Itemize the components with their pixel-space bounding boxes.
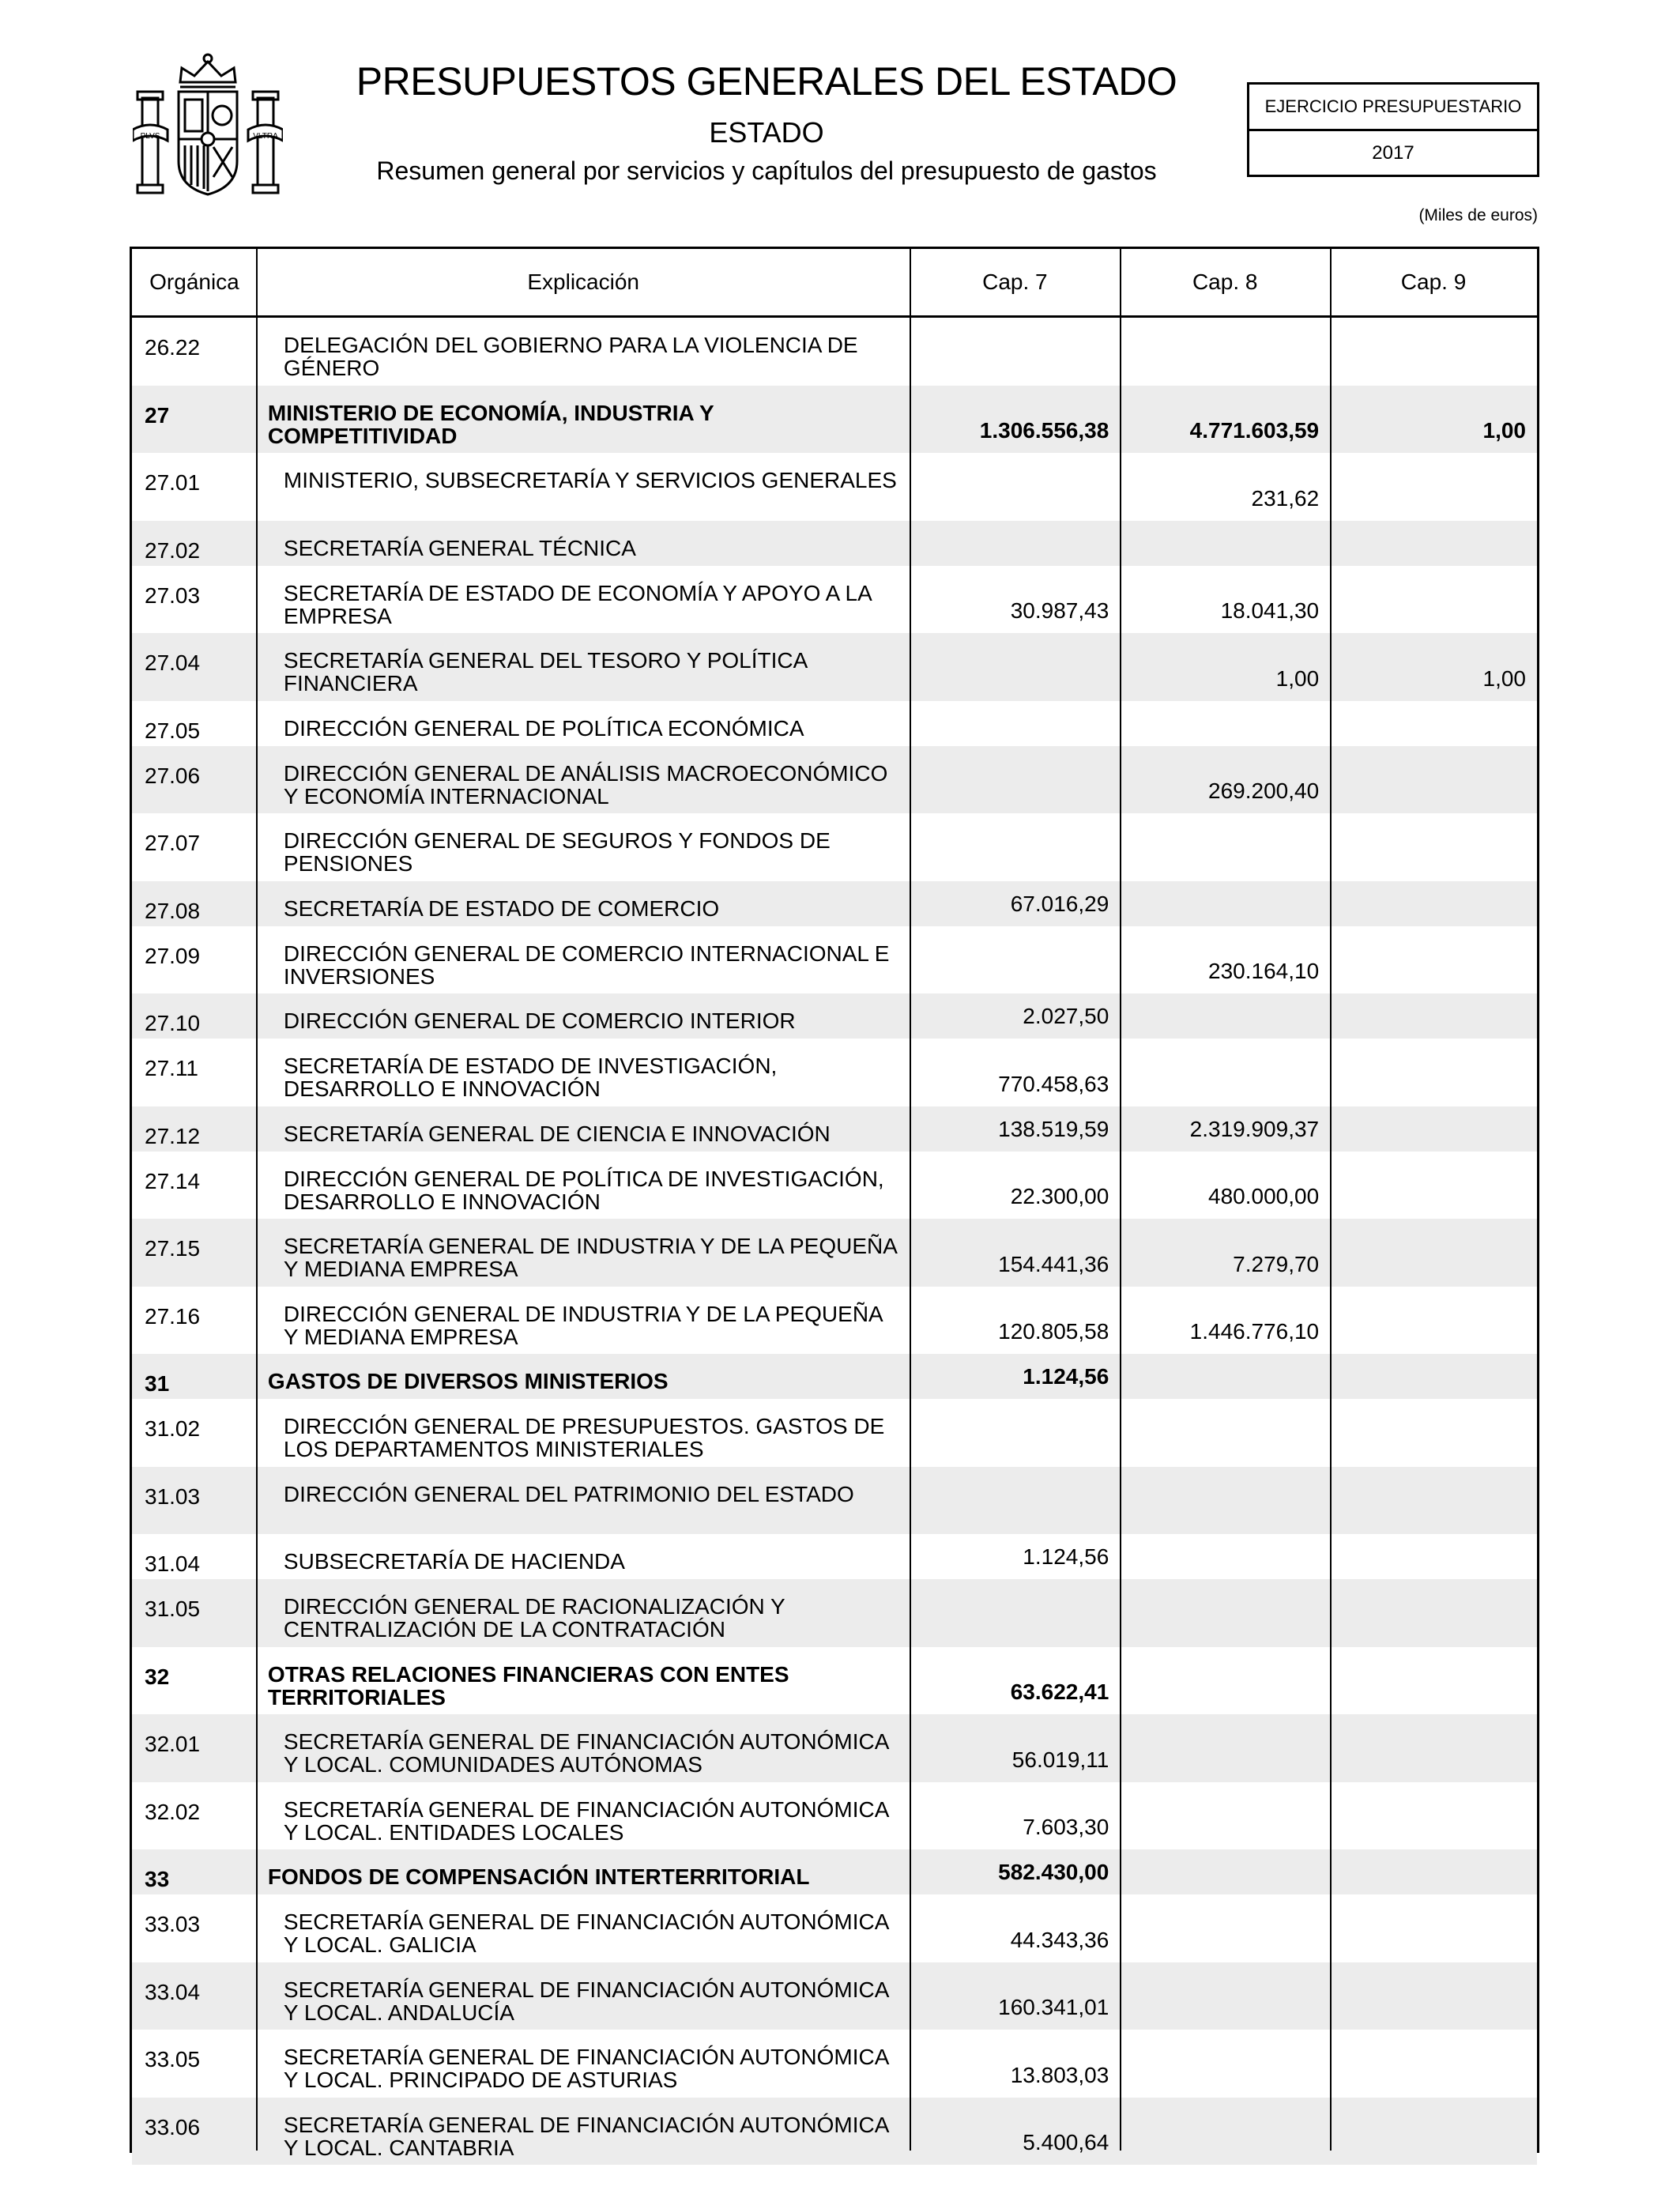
cell-organica: 27.14 <box>145 1168 201 1193</box>
table-row <box>132 1782 1537 1850</box>
cell-cap7: 154.441,36 <box>998 1251 1109 1276</box>
cell-organica: 32 <box>145 1664 170 1689</box>
cell-cap9 <box>1330 1399 1537 1467</box>
column-divider <box>256 249 258 2151</box>
col-header-cap9: Cap. 9 <box>1400 270 1467 294</box>
cell-cap7 <box>910 1399 1120 1467</box>
cell-cap9 <box>1330 1152 1537 1220</box>
cell-organica: 27.09 <box>145 943 201 968</box>
cell-explicacion: SECRETARÍA GENERAL DE FINANCIACIÓN AUTONÓMICA Y LOCAL. PRINCIPADO DE ASTURIAS <box>283 2045 888 2092</box>
cell-cap9 <box>1330 318 1537 386</box>
cell-cap9 <box>1330 1534 1537 1579</box>
cell-cap9: 1,00 <box>1482 418 1526 443</box>
cell-organica: 27.06 <box>145 763 201 788</box>
table-row <box>132 746 1537 814</box>
cell-cap7 <box>910 1467 1120 1535</box>
cell-cap8 <box>1120 1849 1330 1894</box>
cell-cap7: 13.803,03 <box>1010 2062 1109 2087</box>
table-row <box>132 881 1537 926</box>
cell-explicacion: SECRETARÍA GENERAL DE INDUSTRIA Y DE LA PEQUEÑA Y MEDIANA EMPRESA <box>283 1234 897 1281</box>
cell-cap8 <box>1120 1894 1330 1962</box>
cell-cap8 <box>1120 1399 1330 1467</box>
cell-cap8 <box>1120 2098 1330 2166</box>
table-row <box>132 1714 1537 1782</box>
table-row <box>132 1467 1537 1535</box>
cell-cap7: 1.124,56 <box>1023 1544 1109 1569</box>
cell-explicacion: SECRETARÍA DE ESTADO DE COMERCIO <box>283 895 720 921</box>
cell-cap9 <box>1330 926 1537 994</box>
motto-right: VLTRA <box>253 132 278 141</box>
cell-explicacion: SECRETARÍA DE ESTADO DE INVESTIGACIÓN, DESARROLLO E INNOVACIÓN <box>283 1054 778 1101</box>
table-row <box>132 1647 1537 1715</box>
cell-organica: 32.02 <box>145 1799 201 1824</box>
cell-cap7: 7.603,30 <box>1023 1815 1109 1839</box>
cell-organica: 31.02 <box>145 1416 201 1441</box>
cell-cap9 <box>1330 1714 1537 1782</box>
cell-organica: 27.03 <box>145 582 201 608</box>
cell-organica: 27.04 <box>145 650 201 675</box>
cell-organica: 31.04 <box>145 1551 201 1576</box>
cell-cap9 <box>1330 993 1537 1039</box>
cell-organica: 27 <box>145 402 170 428</box>
cell-cap9 <box>1330 521 1537 566</box>
cell-organica: 27.02 <box>145 537 201 563</box>
col-header-organica: Orgánica <box>149 270 239 294</box>
cell-organica: 27.01 <box>145 470 201 495</box>
cell-cap7: 1.124,56 <box>1023 1364 1109 1389</box>
cell-explicacion: GASTOS DE DIVERSOS MINISTERIOS <box>267 1369 669 1393</box>
cell-cap8 <box>1120 2030 1330 2098</box>
cell-organica: 27.12 <box>145 1123 201 1148</box>
cell-cap7: 120.805,58 <box>998 1319 1109 1344</box>
cell-cap7: 770.458,63 <box>998 1071 1109 1096</box>
table-row <box>132 813 1537 881</box>
cell-organica: 26.22 <box>145 335 201 360</box>
cell-cap8: 231,62 <box>1251 485 1320 511</box>
cell-explicacion: DIRECCIÓN GENERAL DEL PATRIMONIO DEL ESTADO <box>283 1481 854 1506</box>
cell-explicacion: SECRETARÍA GENERAL DE FINANCIACIÓN AUTONÓMICA Y LOCAL. GALICIA <box>283 1909 888 1957</box>
cell-cap7: 160.341,01 <box>998 1995 1109 2019</box>
cell-cap8 <box>1120 1647 1330 1715</box>
table-body <box>132 318 1537 2165</box>
table-row <box>132 1219 1537 1287</box>
cell-organica: 31 <box>145 1371 170 1396</box>
cell-explicacion: SECRETARÍA DE ESTADO DE ECONOMÍA Y APOYO A LA EMPRESA <box>283 580 872 628</box>
cell-cap7: 1.306.556,38 <box>979 418 1109 443</box>
cell-organica: 27.08 <box>145 898 201 923</box>
cell-explicacion: DIRECCIÓN GENERAL DE POLÍTICA DE INVESTIGACIÓN, DESARROLLO E INNOVACIÓN <box>283 1166 884 1214</box>
cell-organica: 27.11 <box>145 1056 198 1080</box>
cell-explicacion: DIRECCIÓN GENERAL DE SEGUROS Y FONDOS DE PENSIONES <box>283 828 831 876</box>
cell-organica: 31.03 <box>145 1483 201 1509</box>
cell-organica: 33.05 <box>145 2047 201 2071</box>
budget-table <box>130 247 1539 2160</box>
cell-organica: 33.06 <box>145 2114 201 2139</box>
cell-cap9 <box>1330 1219 1537 1287</box>
cell-cap9 <box>1330 701 1537 746</box>
cell-cap8: 4.771.603,59 <box>1189 418 1320 443</box>
cell-explicacion: DIRECCIÓN GENERAL DE COMERCIO INTERIOR <box>283 1008 796 1033</box>
cell-organica: 27.15 <box>145 1236 201 1261</box>
cell-explicacion: SECRETARÍA GENERAL DE FINANCIACIÓN AUTONÓMICA Y LOCAL. CANTABRIA <box>283 2112 888 2160</box>
cell-cap8: 1.446.776,10 <box>1189 1319 1320 1344</box>
table-row <box>132 1534 1537 1579</box>
cell-cap9 <box>1330 881 1537 926</box>
cell-cap9: 1,00 <box>1482 665 1526 691</box>
cell-organica: 33.04 <box>145 1979 201 2004</box>
cell-cap9 <box>1330 813 1537 881</box>
cell-explicacion: DELEGACIÓN DEL GOBIERNO PARA LA VIOLENCIA DE GÉNERO <box>283 333 858 380</box>
cell-cap9 <box>1330 566 1537 634</box>
cell-cap7 <box>910 1579 1120 1647</box>
cell-explicacion: SUBSECRETARÍA DE HACIENDA <box>283 1549 625 1574</box>
cell-cap7: 22.300,00 <box>1010 1184 1109 1208</box>
cell-cap7: 5.400,64 <box>1023 2130 1109 2154</box>
table-row <box>132 1849 1537 1894</box>
cell-cap8: 1,00 <box>1275 665 1320 691</box>
cell-explicacion: DIRECCIÓN GENERAL DE RACIONALIZACIÓN Y CENTRALIZACIÓN DE LA CONTRATACIÓN <box>283 1594 785 1642</box>
cell-explicacion: SECRETARÍA GENERAL DE CIENCIA E INNOVACIÓN <box>283 1121 831 1146</box>
cell-explicacion: SECRETARÍA GENERAL DE FINANCIACIÓN AUTONÓMICA Y LOCAL. ANDALUCÍA <box>283 1977 888 2025</box>
table-row <box>132 1039 1537 1106</box>
table-row <box>132 1399 1537 1467</box>
cell-cap8 <box>1120 1714 1330 1782</box>
cell-cap8 <box>1120 701 1330 746</box>
cell-cap9 <box>1330 1039 1537 1106</box>
cell-cap9 <box>1330 746 1537 814</box>
table-row <box>132 2098 1537 2166</box>
cell-explicacion: DIRECCIÓN GENERAL DE POLÍTICA ECONÓMICA <box>283 715 804 741</box>
page-subtitle: ESTADO <box>709 116 824 149</box>
table-row <box>132 318 1537 386</box>
table-row <box>132 566 1537 634</box>
cell-explicacion: DIRECCIÓN GENERAL DE COMERCIO INTERNACIONAL E INVERSIONES <box>283 941 890 989</box>
table-row <box>132 1962 1537 2030</box>
cell-cap9 <box>1330 1106 1537 1152</box>
cell-explicacion: MINISTERIO, SUBSECRETARÍA Y SERVICIOS GENERALES <box>283 468 897 492</box>
cell-explicacion: SECRETARÍA GENERAL TÉCNICA <box>283 535 636 560</box>
cell-explicacion: FONDOS DE COMPENSACIÓN INTERTERRITORIAL <box>267 1864 810 1889</box>
cell-organica: 33 <box>145 1867 170 1891</box>
cell-cap8 <box>1120 993 1330 1039</box>
table-row <box>132 1287 1537 1355</box>
cell-cap7 <box>910 813 1120 881</box>
budget-year-box <box>1247 82 1539 177</box>
page-caption: Resumen general por servicios y capítulos del presupuesto de gastos <box>376 156 1157 185</box>
cell-cap9 <box>1330 1287 1537 1355</box>
table-row <box>132 1894 1537 1962</box>
cell-cap9 <box>1330 2098 1537 2166</box>
cell-cap7: 56.019,11 <box>1011 1747 1109 1772</box>
table-row <box>132 1354 1537 1399</box>
cell-cap8 <box>1120 318 1330 386</box>
cell-cap8: 230.164,10 <box>1208 959 1320 983</box>
cell-explicacion: SECRETARÍA GENERAL DE FINANCIACIÓN AUTONÓMICA Y LOCAL. COMUNIDADES AUTÓNOMAS <box>283 1729 888 1777</box>
cell-cap8: 7.279,70 <box>1233 1251 1320 1276</box>
cell-explicacion: DIRECCIÓN GENERAL DE PRESUPUESTOS. GASTOS DE LOS DEPARTAMENTOS MINISTERIALES <box>283 1414 885 1461</box>
column-divider <box>910 249 911 2151</box>
cell-cap9 <box>1330 1579 1537 1647</box>
table-row <box>132 701 1537 746</box>
cell-cap8: 480.000,00 <box>1208 1184 1320 1208</box>
cell-cap9 <box>1330 1354 1537 1399</box>
budget-year-value: 2017 <box>1372 141 1414 164</box>
table-row <box>132 633 1537 701</box>
cell-cap7: 582.430,00 <box>998 1860 1109 1884</box>
cell-explicacion: MINISTERIO DE ECONOMÍA, INDUSTRIA Y COMPETITIVIDAD <box>267 400 714 448</box>
cell-explicacion: SECRETARÍA GENERAL DE FINANCIACIÓN AUTONÓMICA Y LOCAL. ENTIDADES LOCALES <box>283 1796 888 1845</box>
cell-cap8 <box>1120 813 1330 881</box>
cell-organica: 31.05 <box>145 1596 201 1621</box>
column-divider <box>1120 249 1121 2151</box>
cell-cap7: 138.519,59 <box>998 1116 1109 1141</box>
cell-explicacion: SECRETARÍA GENERAL DEL TESORO Y POLÍTICA FINANCIERA <box>283 648 807 696</box>
cell-cap9 <box>1330 453 1537 521</box>
cell-cap8: 269.200,40 <box>1208 778 1320 803</box>
cell-cap9 <box>1330 1467 1537 1535</box>
cell-cap8 <box>1120 521 1330 566</box>
cell-cap8: 18.041,30 <box>1220 598 1320 623</box>
cell-cap7: 44.343,36 <box>1010 1927 1109 1952</box>
coat-of-arms-emblem <box>133 51 283 209</box>
table-row <box>132 1106 1537 1152</box>
cell-organica: 33.03 <box>145 1912 201 1936</box>
col-header-cap7: Cap. 7 <box>982 270 1048 294</box>
cell-cap7 <box>910 453 1120 521</box>
units-note: (Miles de euros) <box>1418 206 1538 224</box>
cell-cap8 <box>1120 1534 1330 1579</box>
table-row <box>132 1152 1537 1220</box>
cell-cap9 <box>1330 1647 1537 1715</box>
cell-cap8 <box>1120 1579 1330 1647</box>
cell-explicacion: OTRAS RELACIONES FINANCIERAS CON ENTES TERRITORIALES <box>267 1661 789 1710</box>
cell-cap7: 2.027,50 <box>1023 1004 1109 1028</box>
table-row <box>132 453 1537 521</box>
cell-cap7: 63.622,41 <box>1010 1679 1109 1704</box>
cell-organica: 27.16 <box>145 1303 201 1329</box>
col-header-explicacion: Explicación <box>527 270 639 294</box>
cell-cap7 <box>910 746 1120 814</box>
budget-year-label: EJERCICIO PRESUPUESTARIO <box>1249 85 1537 131</box>
cell-cap9 <box>1330 1849 1537 1894</box>
cell-explicacion: DIRECCIÓN GENERAL DE ANÁLISIS MACROECONÓMICO Y ECONOMÍA INTERNACIONAL <box>283 760 888 809</box>
cell-explicacion: DIRECCIÓN GENERAL DE INDUSTRIA Y DE LA PEQUEÑA Y MEDIANA EMPRESA <box>283 1301 883 1349</box>
cell-cap8 <box>1120 1962 1330 2030</box>
cell-cap7 <box>910 318 1120 386</box>
cell-cap9 <box>1330 1894 1537 1962</box>
cell-cap8 <box>1120 1782 1330 1850</box>
table-row <box>132 926 1537 994</box>
table-row <box>132 521 1537 566</box>
cell-cap7: 30.987,43 <box>1010 598 1109 623</box>
table-row <box>132 1579 1537 1647</box>
cell-cap8 <box>1120 1467 1330 1535</box>
cell-organica: 27.10 <box>145 1011 201 1035</box>
cell-cap8 <box>1120 1039 1330 1106</box>
cell-cap7: 67.016,29 <box>1010 891 1109 916</box>
table-header <box>132 249 1537 318</box>
page-title: PRESUPUESTOS GENERALES DEL ESTADO <box>356 59 1177 104</box>
cell-cap8 <box>1120 881 1330 926</box>
table-row <box>132 2030 1537 2098</box>
table-row <box>132 993 1537 1039</box>
cell-organica: 32.01 <box>145 1732 201 1756</box>
cell-cap8 <box>1120 1354 1330 1399</box>
cell-cap7 <box>910 701 1120 746</box>
cell-organica: 27.07 <box>145 831 201 855</box>
cell-cap9 <box>1330 2030 1537 2098</box>
table-row <box>132 386 1537 454</box>
col-header-cap8: Cap. 8 <box>1192 270 1258 294</box>
cell-cap9 <box>1330 1782 1537 1850</box>
column-divider <box>1330 249 1332 2151</box>
cell-cap7 <box>910 521 1120 566</box>
cell-cap7 <box>910 926 1120 994</box>
cell-organica: 27.05 <box>145 718 201 743</box>
cell-cap9 <box>1330 1962 1537 2030</box>
cell-cap7 <box>910 633 1120 701</box>
motto-left: PLVS <box>140 132 160 141</box>
cell-cap8: 2.319.909,37 <box>1189 1116 1320 1141</box>
